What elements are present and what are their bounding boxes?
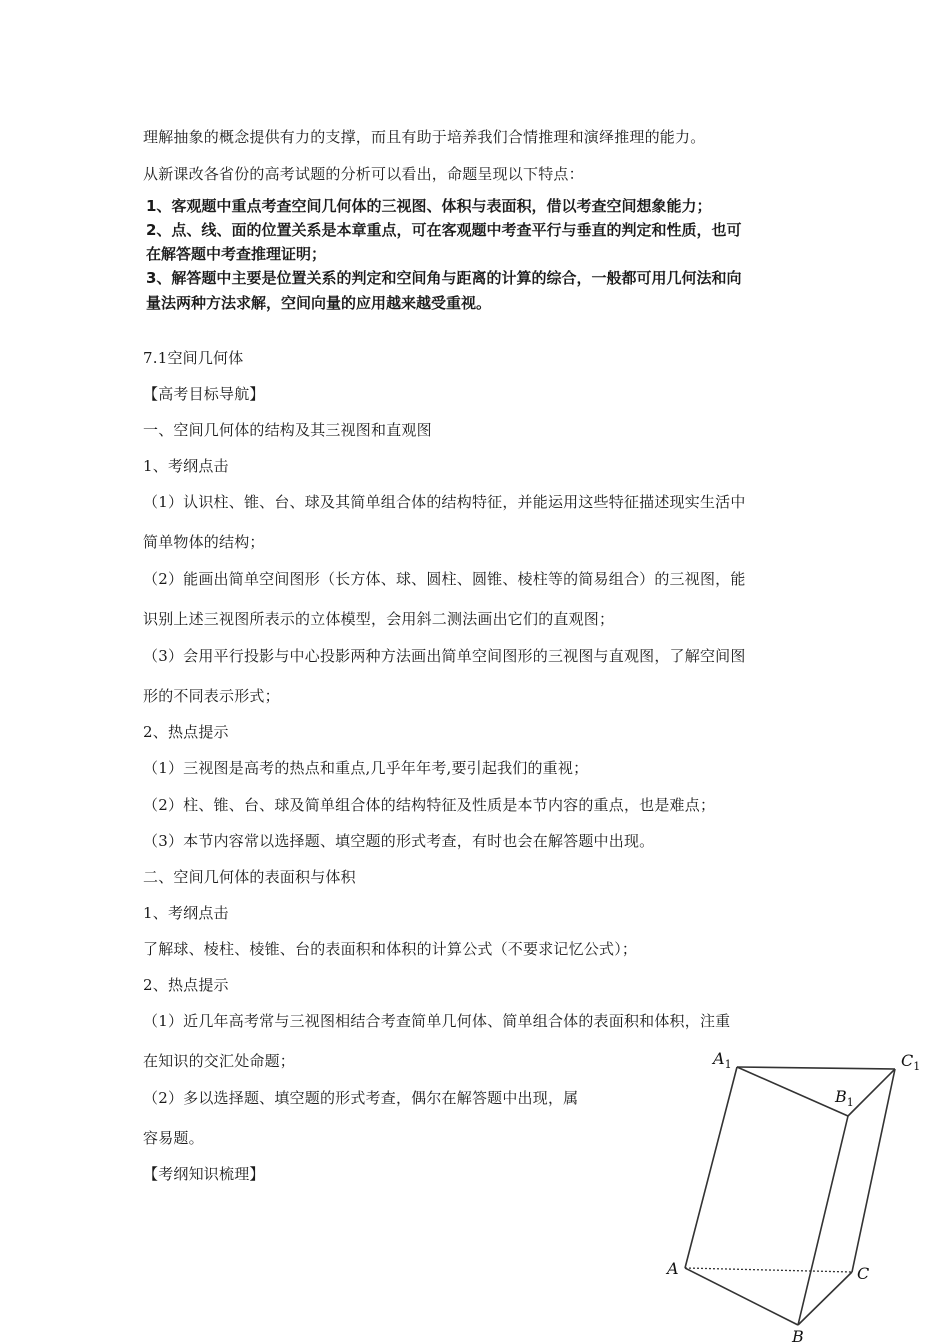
prism-figure <box>655 1040 935 1344</box>
paragraph-line: 理解抽象的概念提供有力的支撑，而且有助于培养我们合情推理和演绎推理的能力。 <box>143 128 706 146</box>
edge-a-b <box>685 1268 798 1325</box>
vertex-label-c1: $C_1$ <box>901 1051 921 1073</box>
paragraph-line: （1）三视图是高考的热点和重点,几乎年年考,要引起我们的重视； <box>143 759 589 777</box>
paragraph-line: （2）多以选择题、填空题的形式考查，偶尔在解答题中出现，属 <box>143 1089 579 1107</box>
edge-a1-a <box>685 1067 737 1268</box>
feature-item: 在解答题中考查推理证明； <box>146 245 327 263</box>
feature-item: 3、解答题中主要是位置关系的判定和空间角与距离的计算的综合，一般都可用几何法和向 <box>146 269 742 287</box>
vertex-label-a: A <box>667 1259 679 1278</box>
item-heading: 2、热点提示 <box>143 976 229 994</box>
paragraph-line: （2）柱、锥、台、球及简单组合体的结构特征及性质是本节内容的重点，也是难点； <box>143 796 716 814</box>
section-heading: 【考纲知识梳理】 <box>143 1165 265 1183</box>
prism-diagram <box>655 1040 935 1344</box>
item-heading: 1、考纲点击 <box>143 457 229 475</box>
edge-a1-b1 <box>737 1067 848 1116</box>
vertex-label-b: B <box>792 1327 804 1344</box>
vertex-label-b1: $B_1$ <box>835 1087 854 1109</box>
feature-item: 量法两种方法求解，空间向量的应用越来越受重视。 <box>146 294 492 312</box>
paragraph-line: （3）会用平行投影与中心投影两种方法画出简单空间图形的三视图与直观图，了解空间图 <box>143 647 746 665</box>
feature-item: 1、客观题中重点考查空间几何体的三视图、体积与表面积，借以考查空间想象能力； <box>146 197 712 215</box>
paragraph-line: 容易题。 <box>143 1129 204 1147</box>
subsection-heading: 一、空间几何体的结构及其三视图和直观图 <box>143 421 432 439</box>
section-heading: 【高考目标导航】 <box>143 385 265 403</box>
edge-b1-b <box>798 1116 848 1325</box>
vertex-label-a1: $A_1$ <box>713 1049 732 1071</box>
paragraph-line: 形的不同表示形式； <box>143 687 280 705</box>
paragraph-line: 识别上述三视图所表示的立体模型，会用斜二测法画出它们的直观图； <box>143 610 615 628</box>
edge-a1-c1 <box>737 1067 895 1069</box>
item-heading: 2、热点提示 <box>143 723 229 741</box>
paragraph-line: （2）能画出简单空间图形（长方体、球、圆柱、圆锥、棱柱等的简易组合）的三视图，能 <box>143 570 746 588</box>
paragraph-line: 简单物体的结构； <box>143 533 265 551</box>
paragraph-line: 了解球、棱柱、棱锥、台的表面积和体积的计算公式（不要求记忆公式）； <box>143 940 638 958</box>
paragraph-line: 在知识的交汇处命题； <box>143 1052 296 1070</box>
paragraph-line: （3）本节内容常以选择题、填空题的形式考查，有时也会在解答题中出现。 <box>143 832 655 850</box>
vertex-label-c: C <box>857 1264 870 1283</box>
hidden-edge-a-c <box>685 1268 852 1272</box>
feature-item: 2、点、线、面的位置关系是本章重点，可在客观题中考查平行与垂直的判定和性质，也可 <box>146 221 742 239</box>
paragraph-line: 从新课改各省份的高考试题的分析可以看出，命题呈现以下特点： <box>143 165 584 183</box>
edge-b1-c1 <box>848 1069 895 1116</box>
paragraph-line: （1）近几年高考常与三视图相结合考查简单几何体、简单组合体的表面积和体积，注重 <box>143 1012 731 1030</box>
edge-b-c <box>798 1272 852 1325</box>
item-heading: 1、考纲点击 <box>143 904 229 922</box>
edge-c1-c <box>852 1069 895 1272</box>
section-title: 7.1空间几何体 <box>143 349 244 367</box>
paragraph-line: （1）认识柱、锥、台、球及其简单组合体的结构特征，并能运用这些特征描述现实生活中 <box>143 493 746 511</box>
subsection-heading: 二、空间几何体的表面积与体积 <box>143 868 356 886</box>
